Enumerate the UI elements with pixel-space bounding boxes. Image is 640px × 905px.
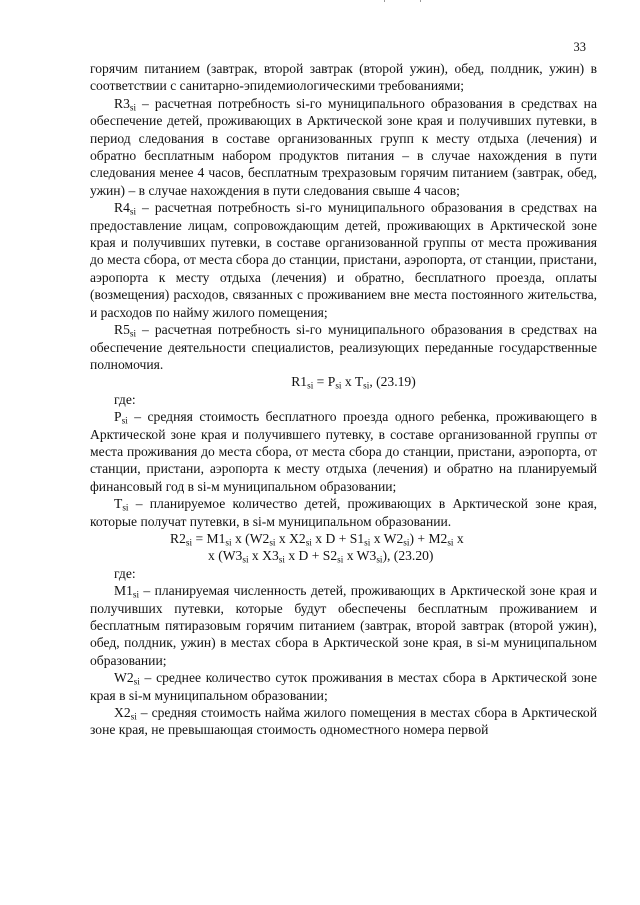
paragraph-r5 (90, 321, 597, 373)
subscript: si (307, 380, 314, 391)
paragraph-x2-si (90, 704, 597, 739)
text-run: x D + S1 (311, 530, 365, 546)
subscript: si (129, 328, 137, 339)
text-run: x W2 (370, 530, 404, 546)
subscript: si (129, 206, 137, 217)
text-run: P (114, 409, 122, 425)
subscript: si (132, 589, 140, 600)
subscript: si (242, 554, 249, 565)
subscript: si (185, 537, 193, 548)
where-label: где: (114, 391, 136, 407)
subscript: si (122, 502, 129, 513)
text-run: R5 (114, 322, 130, 338)
text-run: R2 (170, 530, 186, 546)
subscript: si (335, 380, 342, 391)
text-run: = P (313, 374, 336, 390)
document-body (90, 60, 597, 739)
text-run: R3 (114, 95, 130, 111)
text-run: ) + M2 (409, 530, 448, 546)
subscript: si (278, 554, 285, 565)
text-run: горячим питанием (завтрак, второй завтрак (второй ужин), обед, полдник, ужин) в соответствии с санитарно-эпидемиологическими требованиями; (90, 61, 597, 94)
subscript: si (269, 537, 276, 548)
subscript: si (133, 676, 140, 687)
subscript: si (403, 537, 410, 548)
text-run: x X3 (248, 548, 279, 564)
text-run: R4 (114, 200, 130, 216)
text-run: x (453, 530, 464, 546)
subscript: si (337, 554, 344, 565)
text-run: x X2 (275, 530, 306, 546)
subscript: si (129, 102, 137, 113)
subscript: si (364, 537, 371, 548)
text-run: x (W2 (231, 530, 270, 546)
paragraph-m1-si (90, 582, 597, 669)
page-number: 33 (573, 40, 586, 54)
text-run: x D + S2 (284, 548, 338, 564)
text-run: X2 (114, 705, 131, 721)
subscript: si (305, 537, 312, 548)
formula-23-20-line2 (90, 547, 597, 564)
text-run: – среднее количество суток проживания в местах сбора в Арктической зоне края в si-м муниципальном образовании; (90, 670, 597, 703)
paragraph-t-si (90, 495, 597, 530)
text-run: – расчетная потребность si-го муниципального образования в средствах на обеспечение детей, проживающих в Арктической зоне края и получивших путевки, в период следования в составе организованных групп к месту отдыха (лечения) и обратно бесплатным набором продуктов питания – в случае нахождения в пути следования менее 4 часов, бесплатным трехразовым горячим питанием (завтрак, обед, ужин) – в случае нахождения в пути следования свыше 4 часов; (90, 95, 597, 198)
formula-23-20-line1 (90, 530, 597, 547)
subscript: si (447, 537, 454, 548)
subscript: si (376, 554, 383, 565)
text-run: – средняя стоимость найма жилого помещения в местах сбора в Арктической зоне края, не превышающая стоимость одноместного номера первой (90, 705, 597, 738)
text-run: – расчетная потребность si-го муниципального образования в средствах на обеспечение деятельности специалистов, реализующих переданные государственные полномочия. (90, 322, 597, 372)
subscript: si (363, 380, 370, 391)
text-run: – планируемое количество детей, проживающих в Арктической зоне края, которые получат путевки, в si-м муниципальном образовании. (90, 496, 597, 529)
paragraph-continuation (90, 60, 597, 95)
scan-artifact (384, 0, 424, 3)
text-run: , (23.19) (369, 374, 416, 390)
text-run: M1 (114, 583, 133, 599)
where-label: где: (114, 565, 136, 581)
text-run: – расчетная потребность si-го муниципального образования в средствах на предоставление лицам, сопровождающим детей, проживающих в Арктической зоне края и получивших путевки, в составе организованной группы от места проживания до места сбора, от места сбора до станции, пристани, аэропорта, от станции, пристани, аэропорта к месту отдыха (лечения) и обратно, бесплатного проезда, оплаты (возмещения) расходов, связанных с проживанием вне места постоянного жительства, и расходов по найму жилого помещения; (90, 200, 597, 320)
text-run: x W3 (343, 548, 377, 564)
text-run: x T (341, 374, 364, 390)
paragraph-w2-si (90, 669, 597, 704)
text-run: = M1 (192, 530, 226, 546)
paragraph-r4 (90, 199, 597, 321)
subscript: si (121, 415, 128, 426)
text-run: W2 (114, 670, 134, 686)
paragraph-r3 (90, 95, 597, 199)
subscript: si (225, 537, 232, 548)
formula-23-19 (90, 373, 597, 390)
text-run: x (W3 (208, 548, 243, 564)
text-run: R1 (291, 374, 308, 390)
subscript: si (130, 711, 137, 722)
text-run: ), (23.20) (382, 548, 434, 564)
text-run: T (114, 496, 123, 512)
text-run: – планируемая численность детей, проживающих в Арктической зоне края и получивших путевки, которые будут обеспечены бесплатным проживанием и бесплатным пятиразовым горячим питанием (завтрак, второй завтрак (второй ужин), обед, полдник, ужин) в местах сбора в Арктической зоне края, в si-м муниципальном образовании; (90, 583, 597, 668)
paragraph-p-si (90, 408, 597, 495)
text-run: – средняя стоимость бесплатного проезда одного ребенка, проживающего в Арктической зоне края и получившего путевку, в составе организованной группы от места проживания до места сбора, от места сбора до станции, пристани, аэропорта, от станции, пристани, аэропорта к месту отдыха (лечения) и обратно на планируемый финансовый год в si-м муниципальном образовании; (90, 409, 597, 494)
